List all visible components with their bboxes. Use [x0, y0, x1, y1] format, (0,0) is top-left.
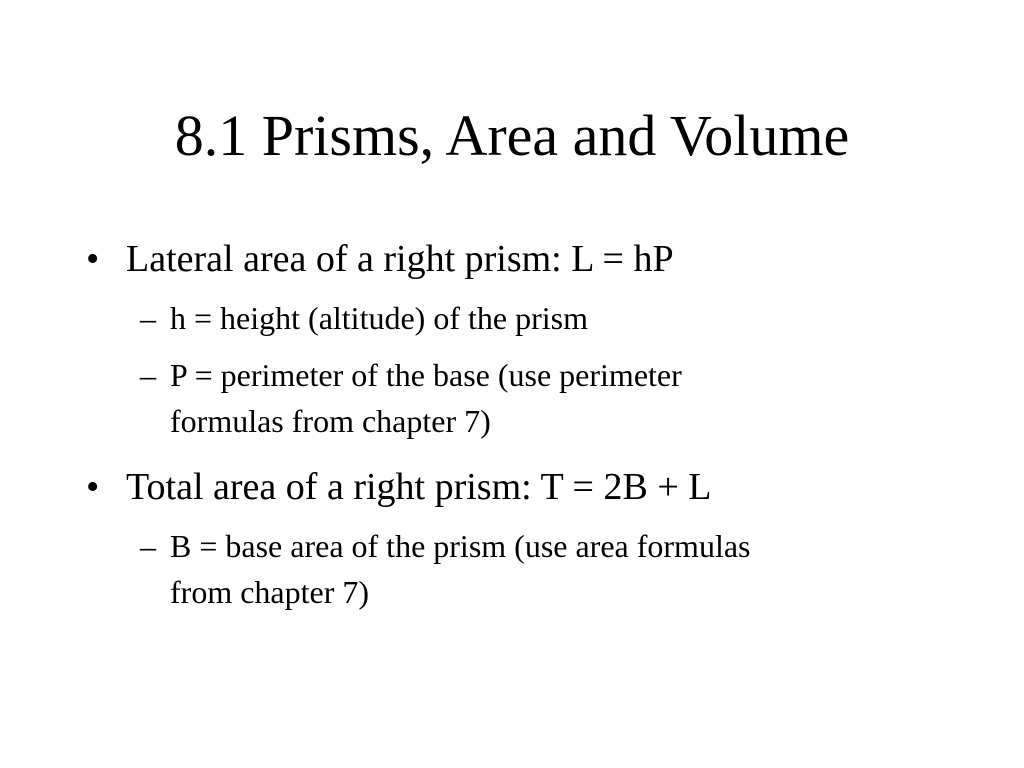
slide-title: 8.1 Prisms, Area and Volume — [174, 103, 850, 168]
sub-bullet-marker: – — [140, 300, 156, 336]
bullet-marker: • — [86, 238, 100, 280]
sub-bullet-text-line-2: formulas from chapter 7) — [170, 403, 491, 439]
bullet-text: Total area of a right prism: T = 2B + L — [126, 466, 712, 508]
bullet-text: Lateral area of a right prism: L = hP — [126, 238, 674, 280]
sub-bullet-text: h = height (altitude) of the prism — [170, 300, 588, 336]
bullet-marker: • — [86, 466, 100, 508]
sub-bullet-marker: – — [140, 528, 156, 564]
sub-bullet-text-line-1: P = perimeter of the base (use perimeter — [170, 357, 682, 393]
sub-bullet-text-line-1: B = base area of the prism (use area formulas — [170, 528, 751, 564]
sub-bullet-text-line-2: from chapter 7) — [170, 574, 370, 610]
sub-bullet-marker: – — [140, 357, 156, 393]
